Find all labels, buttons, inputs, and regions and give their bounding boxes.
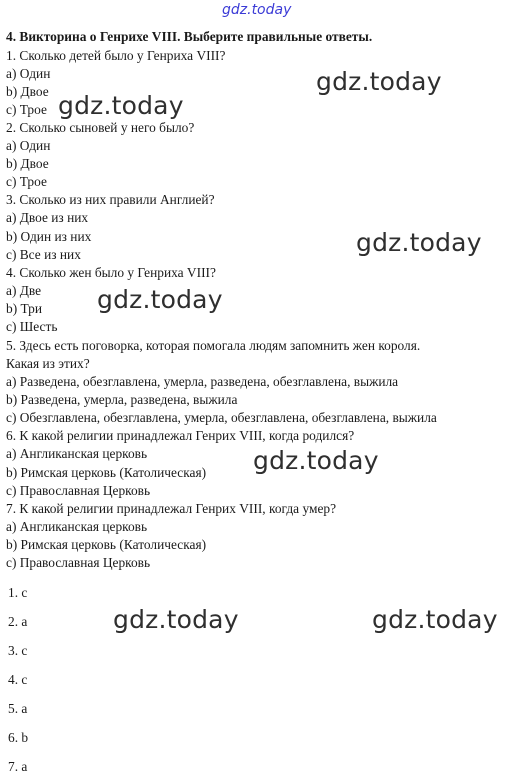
option-2c: c) Трое	[6, 174, 47, 189]
option-5c: c) Обезглавлена, обезглавлена, умерла, обезглавлена, обезглавлена, выжила	[6, 410, 437, 425]
question-7: 7. К какой религии принадлежал Генрих VIII, когда умер?	[6, 501, 337, 516]
watermark: gdz.today	[97, 285, 223, 314]
watermark: gdz.today	[356, 228, 482, 257]
watermark: gdz.today	[58, 91, 184, 120]
option-7b: b) Римская церковь (Католическая)	[6, 537, 207, 552]
quiz-title: 4. Викторина о Генрихе VIII. Выберите правильные ответы.	[6, 29, 373, 44]
option-1b: b) Двое	[6, 84, 49, 99]
option-1a: a) Один	[6, 66, 51, 81]
option-6b: b) Римская церковь (Католическая)	[6, 465, 207, 480]
question-5: 5. Здесь есть поговорка, которая помогала людям запомнить жен короля.	[6, 338, 421, 353]
answer-1: 1. c	[8, 585, 28, 600]
option-2a: a) Один	[6, 138, 51, 153]
option-7a: a) Англиканская церковь	[6, 519, 148, 534]
question-5-cont: Какая из этих?	[6, 356, 90, 371]
option-2b: b) Двое	[6, 156, 49, 171]
answer-5: 5. a	[8, 701, 28, 716]
question-1: 1. Сколько детей было у Генриха VIII?	[6, 48, 226, 63]
answer-6: 6. b	[8, 730, 29, 745]
option-3a: a) Двое из них	[6, 210, 89, 225]
option-6a: a) Англиканская церковь	[6, 446, 148, 461]
question-4: 4. Сколько жен было у Генриха VIII?	[6, 265, 216, 280]
watermark: gdz.today	[316, 67, 442, 96]
answer-3: 3. c	[8, 643, 28, 658]
question-6: 6. К какой религии принадлежал Генрих VIII, когда родился?	[6, 428, 355, 443]
option-5a: a) Разведена, обезглавлена, умерла, разведена, обезглавлена, выжила	[6, 374, 399, 389]
watermark-top: gdz.today	[222, 2, 292, 18]
answer-2: 2. a	[8, 614, 28, 629]
answer-4: 4. c	[8, 672, 28, 687]
option-3b: b) Один из них	[6, 229, 92, 244]
question-3: 3. Сколько из них правили Англией?	[6, 192, 215, 207]
watermark: gdz.today	[253, 446, 379, 475]
answer-7: 7. a	[8, 759, 28, 774]
option-4b: b) Три	[6, 301, 43, 316]
option-5b: b) Разведена, умерла, разведена, выжила	[6, 392, 238, 407]
question-2: 2. Сколько сыновей у него было?	[6, 120, 195, 135]
watermark: gdz.today	[113, 605, 239, 634]
option-6c: c) Православная Церковь	[6, 483, 151, 498]
option-7c: c) Православная Церковь	[6, 555, 151, 570]
option-4a: a) Две	[6, 283, 42, 298]
option-4c: c) Шесть	[6, 319, 58, 334]
watermark: gdz.today	[372, 605, 498, 634]
option-1c: c) Трое	[6, 102, 47, 117]
option-3c: c) Все из них	[6, 247, 81, 262]
